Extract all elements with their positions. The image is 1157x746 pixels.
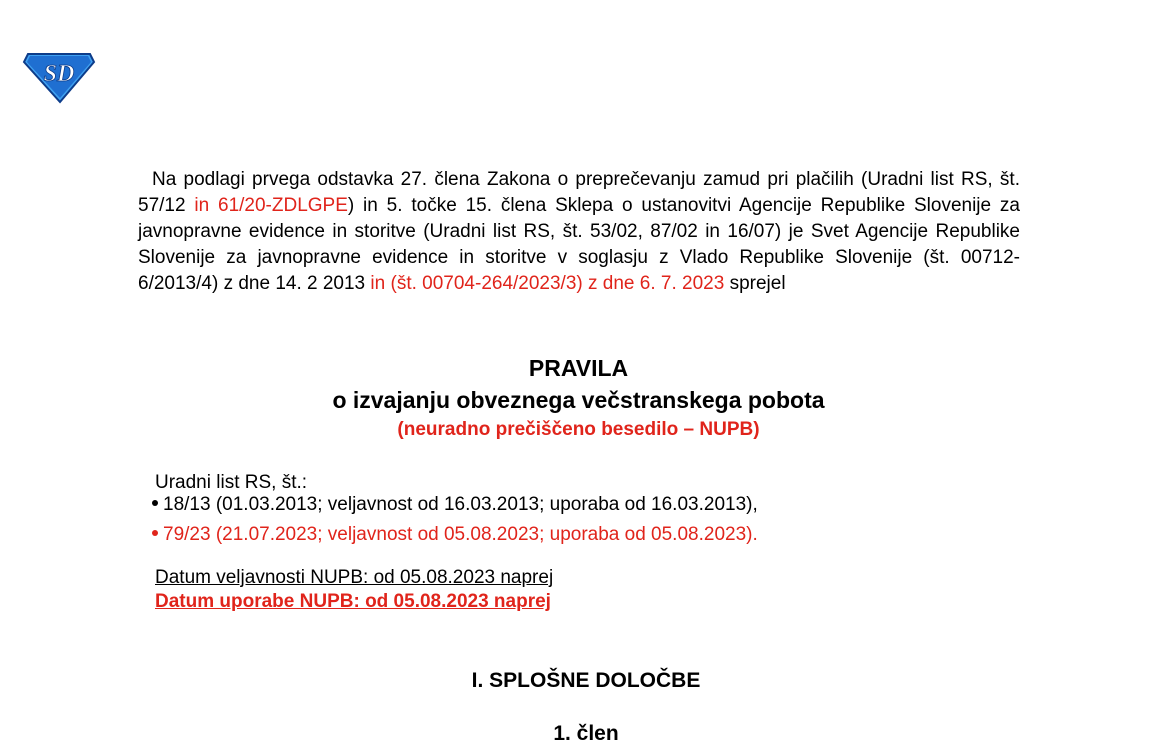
intro-text-3: sprejel [724,273,786,294]
document-note: (neuradno prečiščeno besedilo – NUPB) [397,419,760,440]
gazette-item-text: 18/13 (01.03.2013; veljavnost od 16.03.2013; uporaba od 16.03.2013), [163,494,758,515]
gazette-item [152,524,758,546]
intro-amendment-1: in 61/20-ZDLGPE [194,195,348,216]
article-heading: 1. člen [553,722,619,745]
validity-date: Datum veljavnosti NUPB: od 05.08.2023 naprej [155,567,554,588]
intro-text-1: Na podlagi prvega odstavka 27. člena Zakona o preprečevanju zamud pri plačilih (Uradni list RS, št. 57/12 [138,169,1020,216]
gazette-item [152,494,758,516]
logo-icon [22,48,96,104]
bullet-icon [152,530,158,536]
intro-text-2: ) in 5. točke 15. člena Sklepa o ustanovitvi Agencije Republike Slovenije za javnopravne evidence in storitve (Uradni list RS, št. 53/02, 87/02 in 16/07) je Svet Agencije Republike Slovenije za javnopravne evidence in storitve v soglasju z Vlado Republike Slovenije (št. 00712-6/2013/4) z dne 14. 2 2013 [138,195,1020,294]
document-title: PRAVILA [528,355,629,381]
gazette-item-text: 79/23 (21.07.2023; veljavnost od 05.08.2023; uporaba od 05.08.2023). [163,524,758,545]
document-subtitle: o izvajanju obveznega večstranskega pobota [332,387,825,413]
intro-paragraph [138,167,1020,297]
bullet-icon [152,500,158,506]
logo-text: SD [43,61,75,87]
intro-amendment-2: in (št. 00704-264/2023/3) z dne 6. 7. 2023 [370,273,725,294]
section-heading: I. SPLOŠNE DOLOČBE [471,669,701,692]
usage-date: Datum uporabe NUPB: od 05.08.2023 naprej [155,591,551,612]
gazette-label: Uradni list RS, št.: [155,472,308,493]
logo [22,48,96,104]
